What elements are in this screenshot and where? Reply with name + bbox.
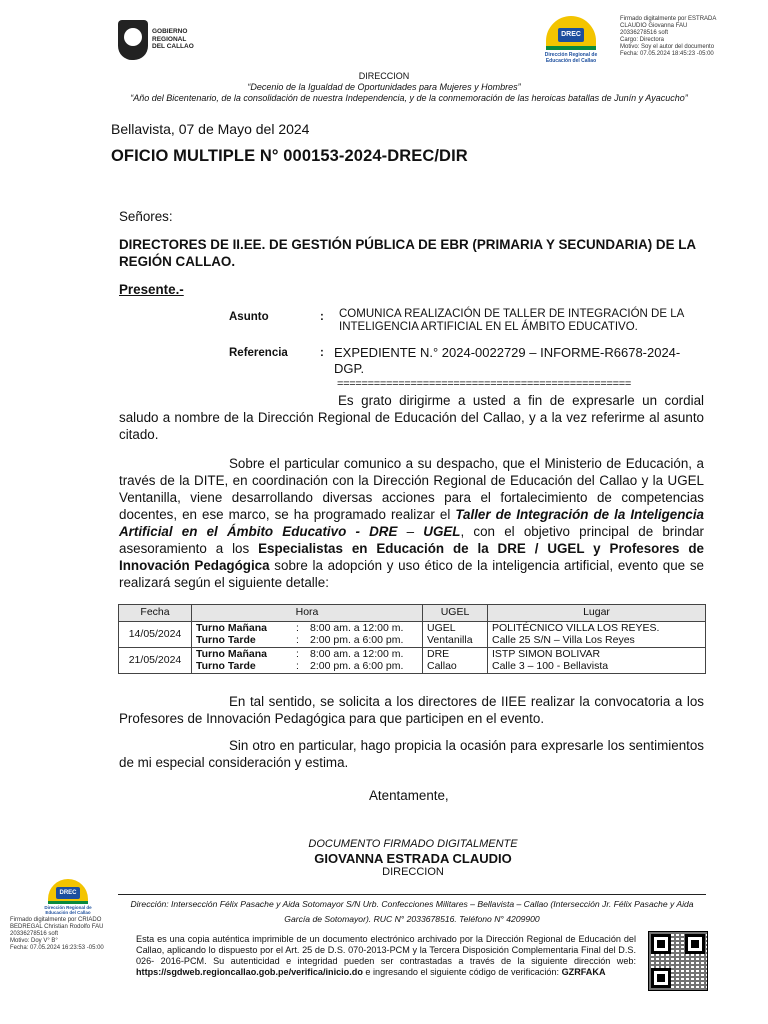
header-fecha: Fecha bbox=[119, 605, 192, 622]
footer-divider bbox=[118, 894, 706, 895]
paragraph-greeting: Es grato dirigirme a usted a fin de expresarle un cordial saludo a nombre de la Dirección Regional de Educación del Callao, y a la vez referirme al asunto citado. bbox=[119, 393, 704, 442]
cell-lugar: POLITÉCNICO VILLA LOS REYES. Calle 25 S/N – Villa Los Reyes bbox=[488, 622, 706, 648]
office-heading: DIRECCION bbox=[358, 71, 410, 81]
verification-code: GZRFAKA bbox=[561, 967, 606, 977]
asunto-label: Asunto bbox=[229, 311, 269, 323]
drec-caption: Dirección Regional de Educación del Callao bbox=[544, 52, 598, 64]
place-date: Bellavista, 07 de Mayo del 2024 bbox=[111, 121, 310, 137]
signer-office: DIRECCION bbox=[382, 866, 444, 878]
signer-name: GIOVANNA ESTRADA CLAUDIO bbox=[314, 851, 512, 866]
cell-hora: Turno Mañana : 8:00 am. a 12:00 m. Turno Tarde : 2:00 pm. a 6:00 pm. bbox=[192, 648, 423, 674]
cell-ugel: DRE Callao bbox=[423, 648, 488, 674]
document-number: OFICIO MULTIPLE N° 000153-2024-DREC/DIR bbox=[111, 147, 468, 165]
qr-code-icon bbox=[648, 931, 708, 991]
digital-signature-bottom: Firmado digitalmente por CRIADO BEDREGAL Christian Rodolfo FAU 20336278516 soft Motivo: Doy V° B° Fecha: 07.05.2024 16:23:53 -05:00 bbox=[10, 917, 104, 951]
separator-line: ================================================ bbox=[337, 378, 631, 390]
shield-icon bbox=[118, 20, 148, 60]
table-row bbox=[119, 622, 706, 648]
digital-signature-top: Firmado digitalmente por ESTRADA CLAUDIO Giovanna FAU 20336278516 soft Cargo: Directora Motivo: Soy el autor del documento Fecha: 07.05.2024 18:45:23 -05:00 bbox=[620, 16, 717, 57]
table-row bbox=[119, 648, 706, 674]
drec-logo-footer: DREC Dirección Regional de Educación del Callao bbox=[38, 879, 98, 917]
header-lugar: Lugar bbox=[488, 605, 706, 622]
paragraph-details: Sobre el particular comunico a su despacho, que el Ministerio de Educación, a través de la DITE, en coordinación con la Dirección Regional de Educación del Callao y la UGEL Ventanilla, viene desarrollando diversas acciones para el fortalecimiento de competencias docentes, en ese marco, se ha programado realizar el Taller de Integración de la Inteligencia Artificial en el Ámbito Educativo - DRE – UGEL, con el objetivo principal de brindar asesoramiento a los Especialistas en Educación de la DRE / UGEL y Profesores de Innovación Pedagógica sobre la adopción y uso ético de la inteligencia artificial, evento que se realizará según el siguiente detalle: bbox=[119, 456, 705, 590]
drec-logo bbox=[538, 14, 604, 64]
gore-logo-text: GOBIERNO REGIONAL DEL CALLAO bbox=[152, 28, 194, 50]
footer-address: Dirección: Intersección Félix Pasache y Aida Sotomayor S/N Urb. Confecciones Militares – Bellavista – Callao (Intersección Jr. Félix Pasache y Aida García de Sotomayor). RUC N° 2033678516. Teléfono N° 4209900 bbox=[130, 899, 694, 924]
referencia-colon: : bbox=[320, 347, 324, 359]
slogan-decade: “Decenio de la Igualdad de Oportunidades para Mujeres y Hombres” bbox=[247, 82, 521, 92]
paragraph-closing: Sin otro en particular, hago propicia la ocasión para expresarle los sentimientos de mi especial consideración y estima. bbox=[119, 738, 704, 770]
slogan-year: “Año del Bicentenario, de la consolidación de nuestra Independencia, y de la conmemoración de las heroicas batallas de Junín y Ayacucho” bbox=[130, 93, 688, 103]
signed-note: DOCUMENTO FIRMADO DIGITALMENTE bbox=[308, 838, 518, 850]
referencia-label: Referencia bbox=[229, 347, 288, 359]
cell-fecha: 21/05/2024 bbox=[119, 648, 192, 674]
asunto-value: COMUNICA REALIZACIÓN DE TALLER DE INTEGRACIÓN DE LA INTELIGENCIA ARTIFICIAL EN EL ÁMBITO EDUCATIVO. bbox=[339, 308, 684, 333]
paragraph-request: En tal sentido, se solicita a los directores de IIEE realizar la convocatoria a los Profesores de Innovación Pedagógica para que participen en el evento. bbox=[119, 694, 704, 726]
addressee: DIRECTORES DE II.EE. DE GESTIÓN PÚBLICA DE EBR (PRIMARIA Y SECUNDARIA) DE LA REGIÓN CALLAO. bbox=[119, 237, 696, 269]
closing-phrase: Atentamente, bbox=[369, 788, 449, 803]
cell-fecha: 14/05/2024 bbox=[119, 622, 192, 648]
cell-hora: Turno Mañana : 8:00 am. a 12:00 m. Turno Tarde : 2:00 pm. a 6:00 pm. bbox=[192, 622, 423, 648]
cell-lugar: ISTP SIMON BOLIVAR Calle 3 – 100 - Bellavista bbox=[488, 648, 706, 674]
drec-badge: DREC bbox=[558, 28, 584, 42]
header-ugel: UGEL bbox=[423, 605, 488, 622]
salutation: Señores: bbox=[119, 209, 173, 224]
schedule-table bbox=[118, 604, 706, 674]
table-header-row bbox=[119, 605, 706, 622]
presente: Presente.- bbox=[119, 282, 184, 297]
referencia-value: EXPEDIENTE N.° 2024-0022729 – INFORME-R6678-2024-DGP. bbox=[334, 345, 681, 376]
asunto-colon: : bbox=[320, 311, 324, 323]
header-hora: Hora bbox=[192, 605, 423, 622]
cell-ugel: UGEL Ventanilla bbox=[423, 622, 488, 648]
authenticity-note: Esta es una copia auténtica imprimible de un documento electrónico archivado por la Dirección Regional de Educación del Callao, aplicando lo dispuesto por el Art. 25 de D.S. 070-2013-PCM y la Tercera Disposición Complementaria Final del D.S. 026- 2016-PCM. Su autenticidad e integridad pueden ser contrastadas a través de la siguiente dirección web: https://sgdweb.regioncallao.gob.pe/verifica/inicio.do e ingresando el siguiente código de verificación: GZRFAKA bbox=[136, 934, 636, 977]
verification-link[interactable]: https://sgdweb.regioncallao.gob.pe/verifica/inicio.do bbox=[136, 967, 363, 977]
gore-callao-logo bbox=[118, 18, 208, 66]
